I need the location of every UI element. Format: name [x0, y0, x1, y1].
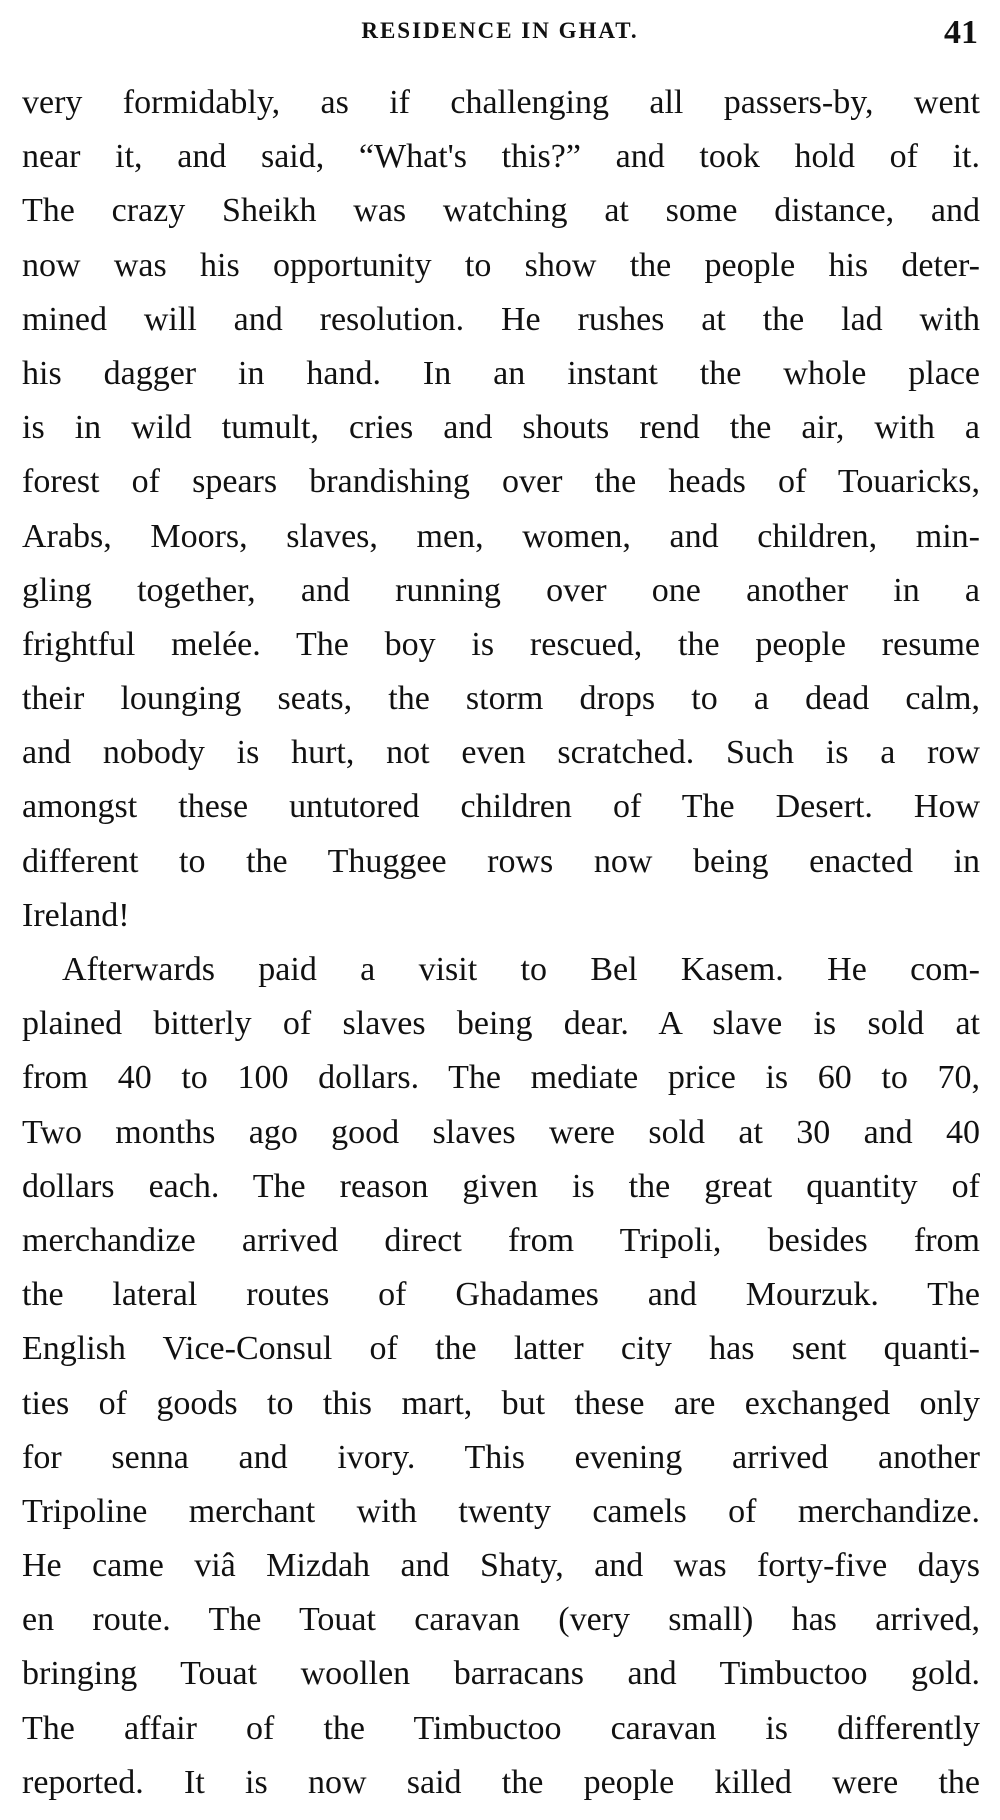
text-line: bringing Touat woollen barracans and Timbuctoo gold.: [22, 1655, 980, 1693]
text-line: English Vice-Consul of the latter city has sent quanti-: [22, 1330, 980, 1368]
body-text: [22, 76, 980, 1810]
text-line: Tripoline merchant with twenty camels of merchandize.: [22, 1492, 980, 1530]
text-line: merchandize arrived direct from Tripoli, besides from: [22, 1221, 980, 1259]
running-head: [0, 14, 1000, 54]
text-line: Ireland!: [22, 896, 130, 934]
text-line: forest of spears brandishing over the heads of Touaricks,: [22, 463, 980, 501]
text-line: their lounging seats, the storm drops to a dead calm,: [22, 680, 980, 718]
text-line: frightful melée. The boy is rescued, the people resume: [22, 625, 980, 663]
text-line: amongst these untutored children of The Desert. How: [22, 788, 980, 826]
text-line: now was his opportunity to show the people his deter-: [22, 246, 980, 284]
text-line: for senna and ivory. This evening arrived another: [22, 1438, 980, 1476]
text-line: en route. The Touat caravan (very small) has arrived,: [22, 1601, 980, 1639]
text-line: The affair of the Timbuctoo caravan is differently: [22, 1709, 980, 1747]
text-line: near it, and said, “What's this?” and took hold of it.: [22, 138, 980, 176]
text-line: ties of goods to this mart, but these are exchanged only: [22, 1384, 980, 1422]
text-line: very formidably, as if challenging all passers-by, went: [22, 84, 980, 121]
text-line: the lateral routes of Ghadames and Mourzuk. The: [22, 1276, 980, 1314]
text-line: He came viâ Mizdah and Shaty, and was forty-five days: [22, 1547, 980, 1585]
text-line: plained bitterly of slaves being dear. A slave is sold at: [22, 1005, 980, 1043]
text-line: Arabs, Moors, slaves, men, women, and children, min-: [22, 517, 980, 555]
text-line: mined will and resolution. He rushes at the lad with: [22, 300, 980, 338]
text-line: different to the Thuggee rows now being enacted in: [22, 842, 980, 880]
text-line: is in wild tumult, cries and shouts rend the air, with a: [22, 409, 980, 447]
text-line: his dagger in hand. In an instant the whole place: [22, 354, 980, 392]
text-line: reported. It is now said the people killed were the: [22, 1763, 980, 1801]
running-title: RESIDENCE IN GHAT.: [361, 18, 639, 43]
page-number: 41: [944, 14, 978, 51]
text-line: Two months ago good slaves were sold at 30 and 40: [22, 1113, 980, 1151]
text-line: gling together, and running over one another in a: [22, 571, 980, 609]
text-line: dollars each. The reason given is the great quantity of: [22, 1167, 980, 1205]
text-line: Afterwards paid a visit to Bel Kasem. He com-: [62, 951, 980, 988]
text-line: from 40 to 100 dollars. The mediate price is 60 to 70,: [22, 1059, 980, 1097]
text-line: The crazy Sheikh was watching at some distance, and: [22, 192, 980, 230]
text-line: and nobody is hurt, not even scratched. Such is a row: [22, 734, 980, 772]
